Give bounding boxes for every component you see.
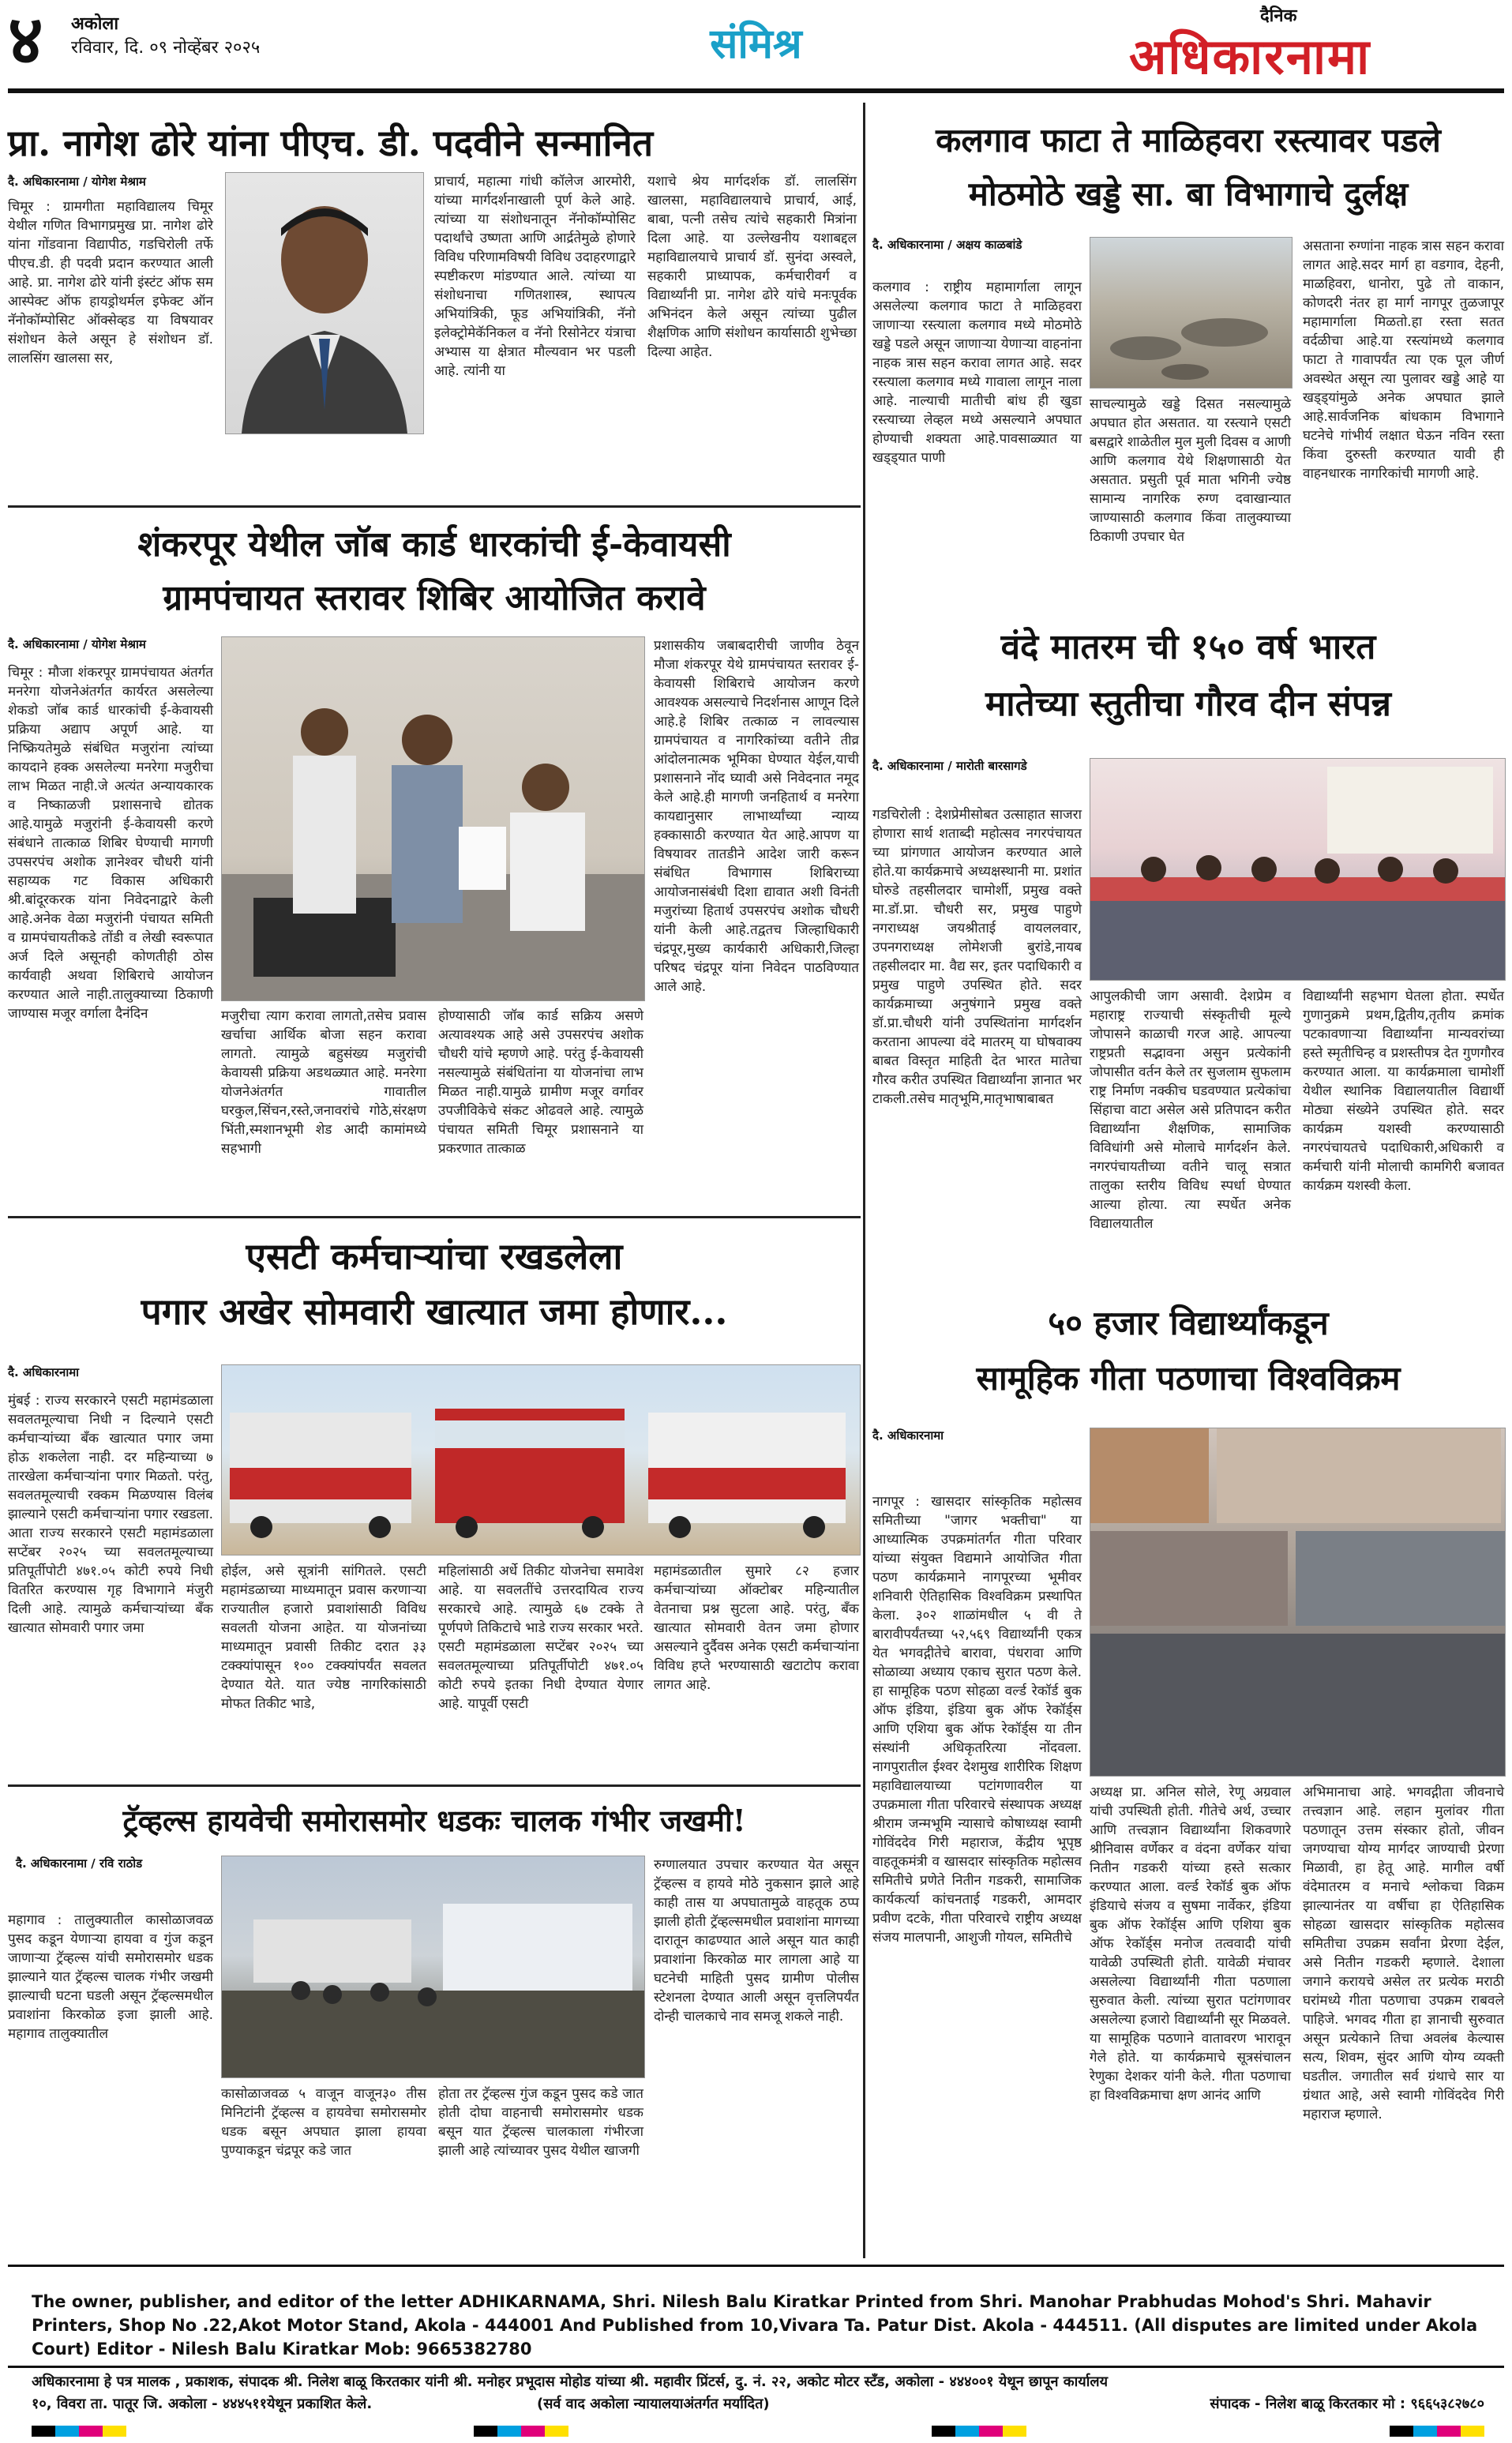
body-dhore-col2: प्राचार्य, महात्मा गांधी कॉलेज आरमोरी, यांच्या मार्गदर्शनाखाली पूर्ण केले आहे. त्यांच्या या संशोधनातून नॅनोकॉम्पोसिट पदार्थांचे उष्णता आणि आर्द्रतेमुळे होणारे विविध परिणामविषयी विविध उदाहरणाद्वारे स्पष्टीकरण मांडण्यात आले. त्यांच्या या संशोधनाचा गणितशास्त्र, स्थापत्य अभियांत्रिकी, फूड अभियांत्रिकी, नॅनो इलेक्ट्रोमेकॅनिकल व नॅनो रिसोनेटर यंत्राचा अभ्यास या क्षेत्रात मौल्यवान भर पडली आहे. त्यांनी या — [434, 174, 636, 379]
masthead-logo: अधिकारनामा — [1129, 28, 1371, 85]
body-jobcard-col4: प्रशासकीय जबाबदारीची जाणीव ठेवून मौजा शंकरपूर येथे ग्रामपंचायत स्तरावर ई-केवायसी शिबिराचे आयोजन करणे आवश्यक असल्याचे निदर्शनास आणून दिले आहे.हे शिबिर तत्काळ न लावल्यास ग्रामपंचायत व नागरिकांच्या वतीने तीव्र आंदोलनात्मक भूमिका घेण्यात येईल,याची प्रशासनाने नोंद घ्यावी असे निवेदनात नमूद केले आहे.ही मागणी जनहितार्थ व मनरेगा कायद्यानुसार लाभार्थ्यांच्या न्याय्य हक्कासाठी करण्यात येत आहे.आपण या विषयावर तातडीने आदेश जारी करून संबंधित विभागास शिबिराच्या आयोजनासंबंधी दिशा द्यावात अशी विनंती मजुरांच्या हितार्थ उपसरपंच अशोक चौधरी यांनी केली आहे.तद्वतच जिल्हाधिकारी चंद्रपूर,मुख्य कार्यकारी अधिकारी,जिल्हा परिषद चंद्रपूर यांना निवेदन पाठविण्यात आले आहे. — [654, 638, 859, 995]
byline-travels: दै. अधिकारनामा / रवि राठोड — [16, 1856, 143, 1871]
edition-date: रविवार, दि. ०९ नोव्हेंबर २०२५ — [71, 38, 261, 58]
byline-vande: दै. अधिकारनामा / मारोती बारसागडे — [872, 759, 1027, 773]
footer-rule — [8, 2366, 1504, 2368]
edition-city: अकोला — [71, 14, 119, 34]
body-vande-col2: आपुलकीची जाग असावी. देशप्रेम व महाराष्ट्र राज्याची संस्कृतीची मूल्ये जोपासने काळाची गरज आहे. आपल्या राष्ट्रप्रती सद्भावना असुन प्रत्येकांनी जोपासीत वर्तन केले तर सुजलाम सुफलाम राष्ट्र निर्माण नक्कीच घडवण्यात प्रत्येकांचा सिंहाचा वाटा असेल असे प्रतिपादन करीत विद्यार्थ्यांना शैक्षणिक, सामाजिक विविधांगी असे मोलाचे मार्गदर्शन केले. नगरपंचायतीच्या वतीने चालू सत्रात तालुका स्तरीय विविध स्पर्धा घेण्यात आल्या होत्या. त्या स्पर्धेत अनेक विद्यालयातील — [1090, 989, 1291, 1232]
body-jobcard-col2: मजुरीचा त्याग करावा लागतो,तसेच प्रवास खर्चाचा आर्थिक बोजा सहन करावा लागतो. त्यामुळे बहुसंख्य मजुरांची केवायसी प्रक्रिया अडथळ्यात आहे. मनरेगा योजनेअंतर्गत गावातील घरकुल,सिंचन,रस्ते,जनावरांचे गोठे,संरक्षण भिंती,स्मशानभूमी शेड आदी कामांमध्ये सहभागी — [221, 1008, 426, 1157]
photo-st — [221, 1364, 861, 1555]
body-jobcard-col3: होण्यासाठी जॉब कार्ड सक्रिय असणे अत्यावश्यक आहे असे उपसरपंच अशोक चौधरी यांचे म्हणणे आहे. परंतु ई-केवायसी नसल्यामुळे संबंधितांना या योजनांचा लाभ मिळत नाही.यामुळे ग्रामीण मजूर वर्गावर उपजीविकेचे संकट ओढवले आहे. त्यामुळे पंचायत समिती चिमूर प्रशासनाने या प्रकरणात तात्काळ — [438, 1008, 643, 1157]
headline-gita-line2: सामूहिक गीता पठणाचा विश्वविक्रम — [976, 1359, 1401, 1398]
footer-rule — [8, 2265, 1504, 2267]
headline-jobcard-line2: ग्रामपंचायत स्तरावर शिबिर आयोजित करावे — [163, 578, 706, 618]
photo-travels — [221, 1856, 645, 2078]
byline-jobcard: दै. अधिकारनामा / योगेश मेश्राम — [8, 637, 146, 651]
imprint-english: The owner, publisher, and editor of the letter ADHIKARNAMA, Shri. Nilesh Balu Kiratkar Printed from Shri. Manohar Prabhudas Mohod's Shri. Mahavir Printers, Shop No .22,Akot Motor Stand, Akola - 444001 And Published from 10,Vivara Ta. Patur Dist. Akola - 444511. (All disputes are limited under Akola Court) Editor - Nilesh Balu Kiratkar Mob: 9665382780 — [32, 2292, 1478, 2359]
byline-road: दै. अधिकारनामा / अक्षय काळबांडे — [872, 238, 1022, 252]
imprint-marathi-line2: १०, विवरा ता. पातूर जि. अकोला - ४४४५११येथून प्रकाशित केले. — [32, 2396, 373, 2412]
body-travels-col3: होता तर ट्रॅव्हल्स गुंज कडून पुसद कडे जात होती दोघा वाहनाची समोरासमोर धडक बसून यात ट्रॅव्हल्स चालकाला गंभीरजा झाली आहे त्यांच्यावर पुसद येथील खाजगी — [438, 2086, 643, 2159]
body-st-col2: होईल, असे सूत्रांनी सांगितले. एसटी महामंडळाच्या माध्यमातून प्रवास करणाऱ्या राज्यातील हजारो प्रवाशांसाठी विविध सवलती योजना आहेत. या योजनांच्या माध्यमातून प्रवासी तिकीट दरात ३३ टक्क्यांपासून १०० टक्क्यांपर्यंत सवलत देण्यात येते. यात ज्येष्ठ नागरिकांसाठी मोफत तिकीट भाडे, — [221, 1563, 426, 1712]
photo-jobcard — [221, 636, 645, 1001]
headline-jobcard-line1: शंकरपूर येथील जॉब कार्ड धारकांची ई-केवायसी — [137, 524, 731, 565]
body-jobcard-col1: चिमूर : मौजा शंकरपूर ग्रामपंचायत अंतर्गत मनरेगा योजनेअंतर्गत कार्यरत असलेल्या शेकडो जॉब कार्ड धारकांची ई-केवायसी प्रक्रिया अद्याप अपूर्ण आहे. या निष्क्रियतेमुळे संबंधित मजुरांना त्यांच्या कायदाने हक्क असलेल्या मनरेगा मजुरीचा लाभ मिळत नाही.जे अत्यंत अन्यायकारक व निष्काळजी प्रशासनाचे द्योतक आहे.यामुळे मजुरांनी ई-केवायसी करणे संबंधाने तात्काळ शिबिर घेण्याची मागणी उपसरपंच अशोक ज्ञानेश्वर चौधरी यांनी सहाय्यक गट विकास अधिकारी श्री.बांदूरकरक यांना निवेदनाद्वारे केली आहे.अनेक वेळा मजुरांनी पंचायत समिती व ग्रामपंचायतीकडे तोंडी व लेखी स्वरूपात अर्ज दिले असूनही कोणतीही ठोस कार्यवाही अथवा शिबिराचे आयोजन करण्यात आले नाही.तालुक्याच्या ठिकाणी जाण्यास मजूर वर्गाला दैनंदिन — [8, 665, 213, 1022]
body-st-col3: महिलांसाठी अर्धे तिकीट योजनेचा समावेश आहे. या सवलतींचे उत्तरदायित्व राज्य सरकारचे आहे. त्यामुळे ६७ टक्के ते पूर्णपणे तिकिटाचे भाडे राज्य सरकार भरते. एसटी महामंडळाला सप्टेंबर २०२५ च्या सवलतमूल्याच्या प्रतिपूर्तीपोटी ४७१.०५ कोटी रुपये इतका निधी देण्यात येणार आहे. यापूर्वी एसटी — [438, 1563, 643, 1712]
photo-gita — [1090, 1428, 1506, 1777]
photo-vande — [1090, 758, 1506, 981]
body-road-col2: साचल्यामुळे खड्डे दिसत नसल्यामुळे अपघात होत असतात. या रस्त्याने एसटी बसद्वारे शाळेतील मुल मुली दिवस व आणी आणि कलगाव येथे शिक्षणासाठी येत असतात. प्रसुती पूर्व माता भगिनी ज्येष्ठ सामान्य नागरिक रुग्ण दवाखान्यात जाण्यासाठी कलगाव किंवा तालुक्याच्या ठिकाणी उपचार घेत — [1090, 396, 1291, 545]
section-rule — [8, 1216, 861, 1218]
imprint-jurisdiction: (सर्व वाद अकोला न्यायालयाअंतर्गत मर्यादित) — [537, 2396, 770, 2412]
body-road-col1: कलगाव : राष्ट्रीय महामार्गाला लागून असलेल्या कलगाव फाटा ते माळिहवरा जाणाऱ्या रस्त्याला कलगाव मध्ये मोठमोठे खड्डे पडले असून जाणाऱ्या येणाऱ्या वाहनांना नाहक त्रास सहन करावा लागत आहे. सदर रस्त्याला कलगाव मध्ये गावाला लागून नाला आहे. नाल्याची मातीची बांध ही खुडा रस्त्याच्या लेव्हल मध्ये असल्याने अपघात होण्याची शक्यता आहे.पावसाळ्यात या खड्ड्यात पाणी — [872, 280, 1082, 466]
body-travels-col1: महागाव : तालुक्यातील कासोळाजवळ पुसद कडून येणाऱ्या हायवा व गुंज कडून जाणाऱ्या ट्रॅव्हल्स यांची समोरासमोर धडक झाल्याने यात ट्रॅव्हल्स चालक गंभीर जखमी झाल्याची घटना घडली असून ट्रॅव्हल्समधील प्रवाशांना किरकोळ इजा झाली आहे. महागाव तालुक्यातील — [8, 1912, 213, 2042]
section-title: संमिश्र — [710, 21, 802, 68]
body-gita-col3: अभिमानाचा आहे. भगवद्गीता जीवनाचे तत्त्वज्ञान आहे. लहान मुलांवर गीता पठणातून उत्तम संस्कार होतो, जीवन जगण्याचा योग्य मार्गदर जाण्याची प्रेरणा मिळावी, हा हेतू आहे. मागील वर्षी वंदेमातरम व मनाचे श्लोकचा विक्रम झाल्यानंतर या वर्षीचा हा ऐतिहासिक सोहळा खासदार सांस्कृतिक महोत्सव समितीचा उपक्रम सर्वांना प्रेरणा देईल, असे नितीन गडकरी म्हणाले. देशाला जगाने करायचे असेल तर प्रत्येक मराठी घरांमध्ये गीता पठणाचा उपक्रम राबवले पाहिजे. भगवद गीता हा ज्ञानाची सुरुवात असून प्रत्येकाने तिचा अवलंब केल्यास सत्य, शिवम, सुंदर आणि योग्य व्यक्ती घडतील. जगातील सर्व ग्रंथाचे सार या ग्रंथात आहे, असे स्वामी गोविंददेव गिरी महाराज म्हणाले. — [1303, 1784, 1504, 2122]
masthead-daily: दैनिक — [1260, 6, 1297, 26]
headline-vande-line2: मातेच्या स्तुतीचा गौरव दीन संपन्न — [985, 684, 1392, 724]
section-rule — [8, 1784, 861, 1787]
photo-dhore — [225, 172, 424, 434]
body-road-col3: असताना रुग्णांना नाहक त्रास सहन करावा लागत आहे.सदर मार्ग हा वडगाव, देहनी, माळहिवरा, धानोरा, पुढे तो वाकान, कोणदरी नंतर हा मार्ग नागपूर तुळजापूर महामार्गाला मिळतो.हा रस्ता सतत वर्दळीचा आहे.या रस्त्यांमध्ये कलगाव फाटा ते गावापर्यंत त्या एक पूल जीर्ण अवस्थेत असून त्या पुलावर खड्डे आहे या खड्ड्यांमुळे अनेक अपघात झाले आहे.सार्वजनिक बांधकाम विभागाने घटनेचे गांभीर्य लक्षात घेऊन नविन रस्ता किंवा दुरुस्ती करण्यात यावी ही वाहनधारक नागरिकांची मागणी आहे. — [1303, 238, 1504, 482]
imprint-marathi-line1: अधिकारनामा हे पत्र मालक , प्रकाशक, संपादक श्री. निलेश बाळू किरतकार यांनी श्री. मनोहर प्रभूदास मोहोड यांच्या श्री. महावीर प्रिंटर्स, दु. नं. २२, अकोट मोटर स्टँड, अकोला - ४४४००१ येथून छापून कार्यालय — [32, 2374, 1109, 2390]
headline-dhore: प्रा. नागेश ढोरे यांना पीएच. डी. पदवीने सन्मानित — [8, 122, 654, 164]
body-vande-col1: गडचिरोली : देशप्रेमीसोबत उत्साहात साजरा होणारा सार्थ शताब्दी महोत्सव नगरपंचायत च्या प्रांगणात आयोजन करण्यात आले होते.या कार्यक्रमाचे अध्यक्षस्थानी मा. प्रशांत घोरुडे तहसीलदार चामोर्शी, प्रमुख वक्ते मा.डॉ.प्रा. चौधरी सर, प्रमुख पाहुणे नगराध्यक्ष जयश्रीताई वायललवार, उपनगराध्यक्ष लोमेशजी बुरांडे,नायब तहसीलदार मा. वैद्य सर, इतर पदाधिकारी व प्रमुख पाहुणे उपस्थित होते. सदर कार्यक्रमाच्या अनुषंगाने प्रमुख वक्ते डॉ.प्रा.चौधरी यांनी उपस्थितांना मार्गदर्शन करताना आपल्या वंदे मातरम् या घोषवाक्य बाबत विस्तृत माहिती देत भारत मातेचा गौरव करीत उपस्थित विद्यार्थ्यांना ज्ञानात भर टाकली.तसेच मातृभूमि,मातृभाषाबाबत — [872, 807, 1082, 1107]
byline-st: दै. अधिकारनामा — [8, 1365, 80, 1379]
body-vande-col3: विद्यार्थ्यांनी सहभाग घेतला होता. स्पर्धेत गुणानुक्रमे प्रथम,द्वितीय,तृतीय क्रमांक पटकावणाऱ्या विद्यार्थ्यांना मान्यवरांच्या हस्ते स्मृतीचिन्ह व प्रशस्तीपत्र देत गुणगौरव करण्यात आला. या कार्यक्रमाला चामोर्शी येथील स्थानिक विद्यालयातील विद्यार्थी मोठ्या संख्येने उपस्थित होते. सदर कार्यक्रम यशस्वी करण्यासाठी नगरपंचायतचे पदाधिकारी,अधिकारी व कर्मचारी यांनी मोलाची कामगिरी बजावत कार्यक्रम यशस्वी केला. — [1303, 989, 1504, 1194]
headline-st-line1: एसटी कर्मचाऱ्यांचा रखडलेला — [246, 1235, 623, 1278]
byline-dhore: दै. अधिकारनामा / योगेश मेश्राम — [8, 174, 146, 189]
photo-road — [1090, 237, 1293, 388]
column-divider — [863, 103, 865, 2258]
imprint-editor: संपादक - निलेश बाळू किरतकार मो : ९६६५३८२७८० — [1210, 2396, 1484, 2412]
body-gita-col2: अध्यक्ष प्रा. अनिल सोले, रेणू अग्रवाल यांची उपस्थिती होती. गीतेचे अर्थ, उच्चार आणि तत्त्वज्ञान विद्यार्थ्यांना शिकवणारे श्रीनिवास वर्णेकर व वंदना वर्णेकर यांचा नितीन गडकरी यांच्या हस्ते सत्कार करण्यात आला. वर्ल्ड रेकॉर्ड बुक ऑफ इंडियाचे संजय व सुषमा नार्वेकर, इंडिया बुक ऑफ रेकॉर्ड्स आणि एशिया बुक ऑफ रेकॉर्ड्स मनोज तत्ववादी यांची यावेळी उपस्थिती होती. यावेळी मंचावर असलेल्या विद्यार्थ्यांनी गीता पठणाला सुरुवात केली. त्यांच्या सुरात पटांगणावर असलेल्या हजारो विद्यार्थ्यांनी सूर मिळवले. या सामूहिक पठणाने वातावरण भारावून गेले होते. या कार्यक्रमाचे सूत्रसंचालन रेणुका देशकर यांनी केले. गीता पठणाचा हा विश्वविक्रमाचा क्षण आनंद आणि — [1090, 1784, 1291, 2103]
headline-road-line2: मोठमोठे खड्डे सा. बा विभागाचे दुर्लक्ष — [968, 174, 1409, 213]
body-st-col1: मुंबई : राज्य सरकारने एसटी महामंडळाला सवलतमूल्याचा निधी न दिल्याने एसटी कर्मचाऱ्यांच्या बँक खात्यात पगार जमा होऊ शकलेला नाही. दर महिन्याच्या ७ तारखेला कर्मचाऱ्यांना पगार मिळतो. परंतु, सवलतमूल्याची रक्कम मिळण्यास विलंब झाल्याने एसटी कर्मचाऱ्यांना पगार रखडला. आता राज्य सरकारने एसटी महामंडळाला सप्टेंबर २०२५ च्या सवलतमूल्याच्या प्रतिपूर्तीपोटी ४७१.०५ कोटी रुपये निधी वितरित करण्यास गृह विभागाने मंजुरी दिली आहे. त्यामुळे कर्मचाऱ्यांच्या बँक खात्यात सोमवारी पगार जमा — [8, 1393, 213, 1636]
headline-st-line2: पगार अखेर सोमवारी खात्यात जमा होणार... — [141, 1290, 728, 1333]
body-dhore-col1: चिमूर : ग्रामगीता महाविद्यालय चिमूर येथील गणित विभागप्रमुख प्रा. नागेश ढोरे यांना गोंडवाना विद्यापीठ, गडचिरोली तर्फे पीएच.डी. ही पदवी प्रदान करण्यात आली आहे. प्रा. नागेश ढोरे यांनी इंस्टंट ऑफ सम आस्पेक्ट ऑफ हायड्रोथर्मल इफेक्ट ऑन नॅनोकॉम्पोसिट ऑक्सेव्हड या विषयावर संशोधन केले असून हे संशोधन डॉ. लालसिंग खालसा सर, — [8, 199, 213, 366]
body-travels-col4: रुग्णालयात उपचार करण्यात येत असून ट्रॅव्हल्स व हायवे मोठे नुकसान झाले आहे काही तास या अपघातामुळे वाहतूक ठप्प झाली होती ट्रॅव्हल्समधील प्रवाशांना मागच्या दारातून काढण्यात आले असून यात काही प्रवाशांना किरकोळ मार लागला आहे या घटनेची माहिती पुसद ग्रामीण पोलीस स्टेशनला देण्यात आली असून वृत्तलिपर्यंत दोन्ही चालकाचे नाव समजू शकले नाही. — [654, 1857, 859, 2025]
body-gita-col1: नागपूर : खासदार सांस्कृतिक महोत्सव समितीच्या "जागर भक्तीचा" या आध्यात्मिक उपक्रमांतर्गत गीता परिवार यांच्या संयुक्त विद्यमाने आयोजित गीता पठण कार्यक्रमाने नागपूरच्या भूमीवर शनिवारी ऐतिहासिक विश्वविक्रम प्रस्थापित केला. ३०२ शाळांमधील ५ वी ते बारावीपर्यंतच्या ५२,५६९ विद्यार्थ्यांनी एकत्र येत भगवद्गीतेचे बारावा, पंधरावा आणि सोळाव्या अध्याय एकाच सुरात पठण केले. हा सामूहिक पठण सोहळा वर्ल्ड रेकॉर्ड बुक ऑफ इंडिया, इंडिया बुक ऑफ रेकॉर्ड्स आणि एशिया बुक ऑफ रेकॉर्ड्स या तीन संस्थांनी अधिकृतरित्या नोंदवला. नागपुरातील ईश्वर देशमुख शारीरिक शिक्षण महाविद्यालयाच्या पटांगणावरील या उपक्रमाला गीता परिवारचे संस्थापक अध्यक्ष श्रीराम जन्मभूमि न्यासाचे कोषाध्यक्ष स्वामी गोविंददेव गिरी महाराज, केंद्रीय भूपृष्ठ वाहतूकमंत्री व खासदार सांस्कृतिक महोत्सव समितीचे प्रणेते नितीन गडकरी, सामाजिक कार्यकर्त्या कांचनताई गडकरी, आमदार प्रवीण दटके, गीता परिवारचे राष्ट्रीय अध्यक्ष संजय मालपानी, आशुजी गोयल, समितीचे — [872, 1494, 1082, 1946]
registration-bar — [1390, 2426, 1484, 2437]
byline-gita: दै. अधिकारनामा — [872, 1428, 944, 1443]
headline-gita-line1: ५० हजार विद्यार्थ्यांकडून — [1048, 1304, 1329, 1342]
body-travels-col2: कासोळाजवळ ५ वाजून वाजून३० तीस मिनिटांनी ट्रॅव्हल्स व हायवेचा समोरासमोर धडक बसून अपघात झाला हायवा पुण्याकडून चंद्रपूर कडे जात — [221, 2086, 426, 2159]
registration-bar — [932, 2426, 1026, 2437]
page-number: ४ — [8, 0, 43, 80]
headline-vande-line1: वंदे मातरम ची १५० वर्ष भारत — [1000, 627, 1376, 667]
header-rule — [8, 88, 1504, 93]
section-rule — [8, 505, 861, 508]
body-st-col4: महामंडळातील सुमारे ८२ हजार कर्मचाऱ्यांच्या ऑक्टोबर महिन्यातील वेतनाचा प्रश्न सुटला आहे. परंतु, बँक खात्यात सोमवारी वेतन जमा होणार असल्याने दुर्दैवस अनेक एसटी कर्मचाऱ्यांना विविध हप्ते भरण्यासाठी खटाटोप करावा लागत आहे. — [654, 1563, 859, 1693]
registration-bar — [474, 2426, 568, 2437]
registration-bar — [32, 2426, 126, 2437]
headline-road-line1: कलगाव फाटा ते माळिहवरा रस्त्यावर पडले — [936, 121, 1441, 159]
body-dhore-col3: यशाचे श्रेय मार्गदर्शक डॉ. लालसिंग खालसा, महाविद्यालयाचे प्राचार्य, आई, बाबा, पत्नी तसेच त्यांचे सहकारी मित्रांना दिला आहे. या उल्लेखनीय यशाबद्दल महाविद्यालयाचे प्राचार्य डॉ. सुनंदा अस्वले, सहकारी प्राध्यापक, कर्मचारीवर्ग व विद्यार्थ्यांनी प्रा. नागेश ढोरे यांचे मनःपूर्वक अभिनंदन केले असून त्यांच्या पुढील शैक्षणिक आणि संशोधन कार्यासाठी शुभेच्छा दिल्या आहेत. — [647, 174, 857, 360]
headline-travels: ट्रॅव्हल्स हायवेची समोरासमोर धडकः चालक गंभीर जखमी! — [122, 1803, 746, 1838]
